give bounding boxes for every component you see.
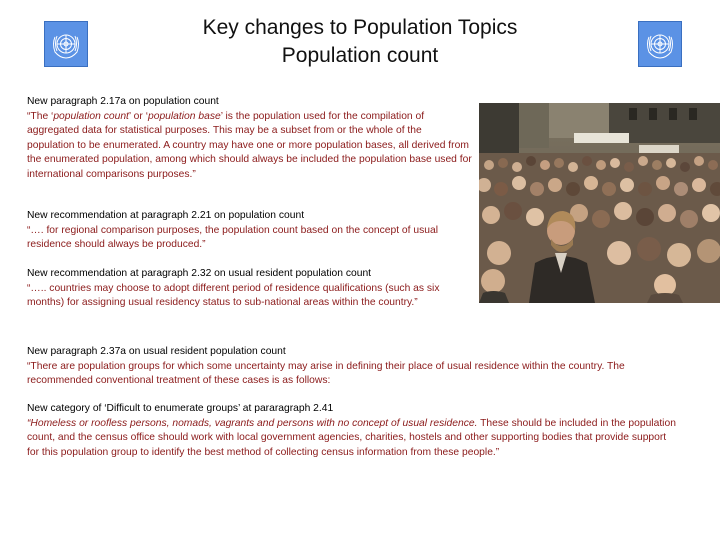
title-line-2: Population count [281, 44, 439, 67]
section-quote: “…. for regional comparison purposes, the population count based on the concept of usual residence should always be produced.” [27, 224, 438, 250]
section-quote [27, 417, 677, 461]
section-2-41 [27, 402, 677, 460]
section-quote: “….. countries may choose to adopt different period of residence qualifications (such as six months) for assigning usual residency status to sub-national areas within the country.” [27, 282, 440, 308]
quote-term-population-count: population count [53, 110, 129, 122]
section-2-37a [27, 345, 677, 389]
quote-term-population-base: population base [147, 110, 221, 122]
quote-part: ’ is the population used for the compilation of aggregated data for statistical purposes. This may be a subset from or the whole of the population to be enumerated. A country may have one or more population bases, all derived from the enumerated population, among which should always be included the population base used for international comparisons purposes.” [27, 110, 472, 180]
section-quote [27, 110, 472, 183]
un-logo-right [638, 21, 682, 67]
un-emblem-icon [49, 27, 83, 61]
un-emblem-icon [643, 27, 677, 61]
quote-part: ’ or ‘ [128, 110, 148, 122]
un-logo-left [44, 21, 88, 67]
section-heading: New recommendation at paragraph 2.21 on population count [27, 210, 305, 221]
title-line-1: Key changes to Population Topics [202, 16, 518, 39]
quote-part: These should be included in the population count, and the census office should work with local government agencies, charities, hostels and other supporting bodies that provide support for this population group to identify the best method of collecting census information from these people.” [27, 417, 676, 458]
section-quote: “There are population groups for which some uncertainty may arise in defining their place of usual residence within the country. The recommended conventional treatment of these cases is as follows: [27, 360, 625, 386]
section-heading: New paragraph 2.37a on usual resident population count [27, 346, 286, 357]
section-2-32 [27, 267, 457, 311]
quote-part: “The ‘ [27, 110, 54, 122]
section-heading: New recommendation at paragraph 2.32 on usual resident population count [27, 268, 372, 279]
crowd-photo [479, 103, 720, 303]
section-2-21 [27, 209, 472, 253]
quote-italic-part: “Homeless or roofless persons, nomads, vagrants and persons with no concept of usual residence. [27, 417, 478, 429]
section-heading: New category of ‘Difficult to enumerate groups’ at pararagraph 2.41 [27, 403, 334, 414]
section-2-17a [27, 95, 472, 182]
page-title [140, 14, 580, 70]
section-heading: New paragraph 2.17a on population count [27, 96, 219, 107]
